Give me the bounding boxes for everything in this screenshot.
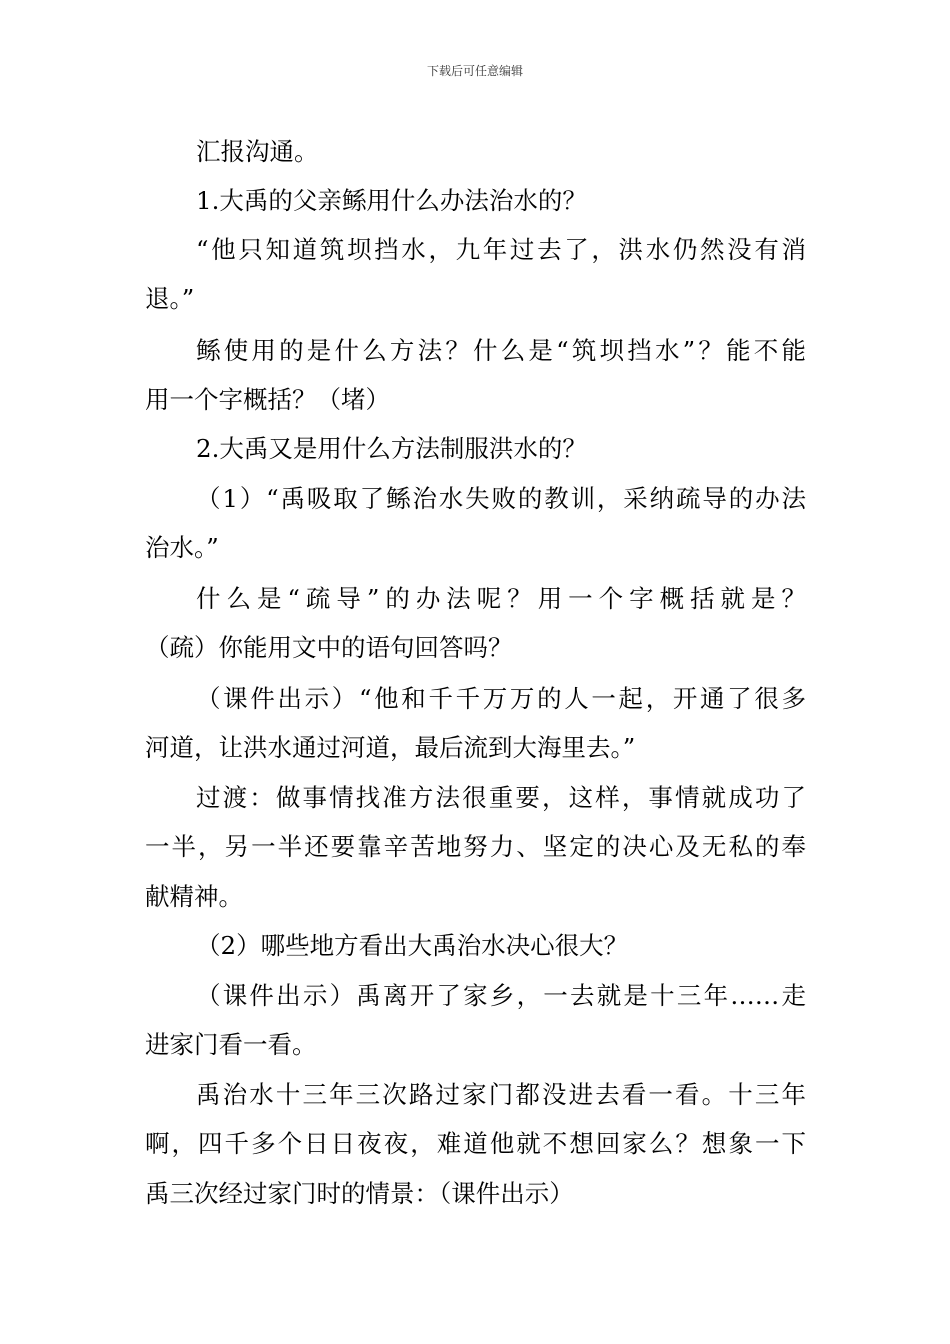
text-line: 一半，另一半还要靠辛苦地努力、坚定的决心及无私的奉 — [145, 832, 806, 861]
text-line: 献精神。 — [145, 882, 243, 911]
text-line: 禹三次经过家门时的情景：（课件出示） — [145, 1179, 574, 1208]
text-line: “他只知道筑坝挡水，九年过去了，洪水仍然没有消 — [196, 235, 806, 264]
text-line: 2.大禹又是用什么方法制服洪水的？ — [196, 434, 587, 463]
text-line: （1）“禹吸取了鲧治水失败的教训，采纳疏导的办法 — [196, 484, 806, 513]
text-line: （课件出示）禹离开了家乡，一去就是十三年……走 — [196, 981, 806, 1010]
text-line: 河道，让洪水通过河道，最后流到大海里去。” — [145, 733, 636, 762]
text-line: （2）哪些地方看出大禹治水决心很大？ — [196, 931, 629, 960]
text-line: 过渡：做事情找准方法很重要，这样，事情就成功了 — [196, 783, 806, 812]
text-line: 禹治水十三年三次路过家门都没进去看一看。十三年 — [196, 1080, 806, 1109]
text-line: 1.大禹的父亲鲧用什么办法治水的？ — [196, 186, 587, 215]
text-line: （课件出示）“他和千千万万的人一起，开通了很多 — [196, 684, 806, 713]
text-line: 汇报沟通。 — [196, 137, 319, 166]
text-line: 退。” — [145, 284, 195, 313]
text-line: 鲧使用的是什么方法？什么是“筑坝挡水”？能不能 — [196, 336, 806, 365]
text-line: 治水。” — [145, 533, 219, 562]
text-line: 进家门看一看。 — [145, 1030, 317, 1059]
text-line: 用一个字概括？（堵） — [145, 385, 390, 414]
text-line: 啊，四千多个日日夜夜，难道他就不想回家么？想象一下 — [145, 1129, 806, 1158]
page-header: 下载后可任意编辑 — [426, 64, 523, 78]
text-line: 什么是“疏导”的办法呢？用一个字概括就是？ — [196, 584, 806, 613]
text-line: （疏）你能用文中的语句回答吗？ — [145, 633, 513, 662]
